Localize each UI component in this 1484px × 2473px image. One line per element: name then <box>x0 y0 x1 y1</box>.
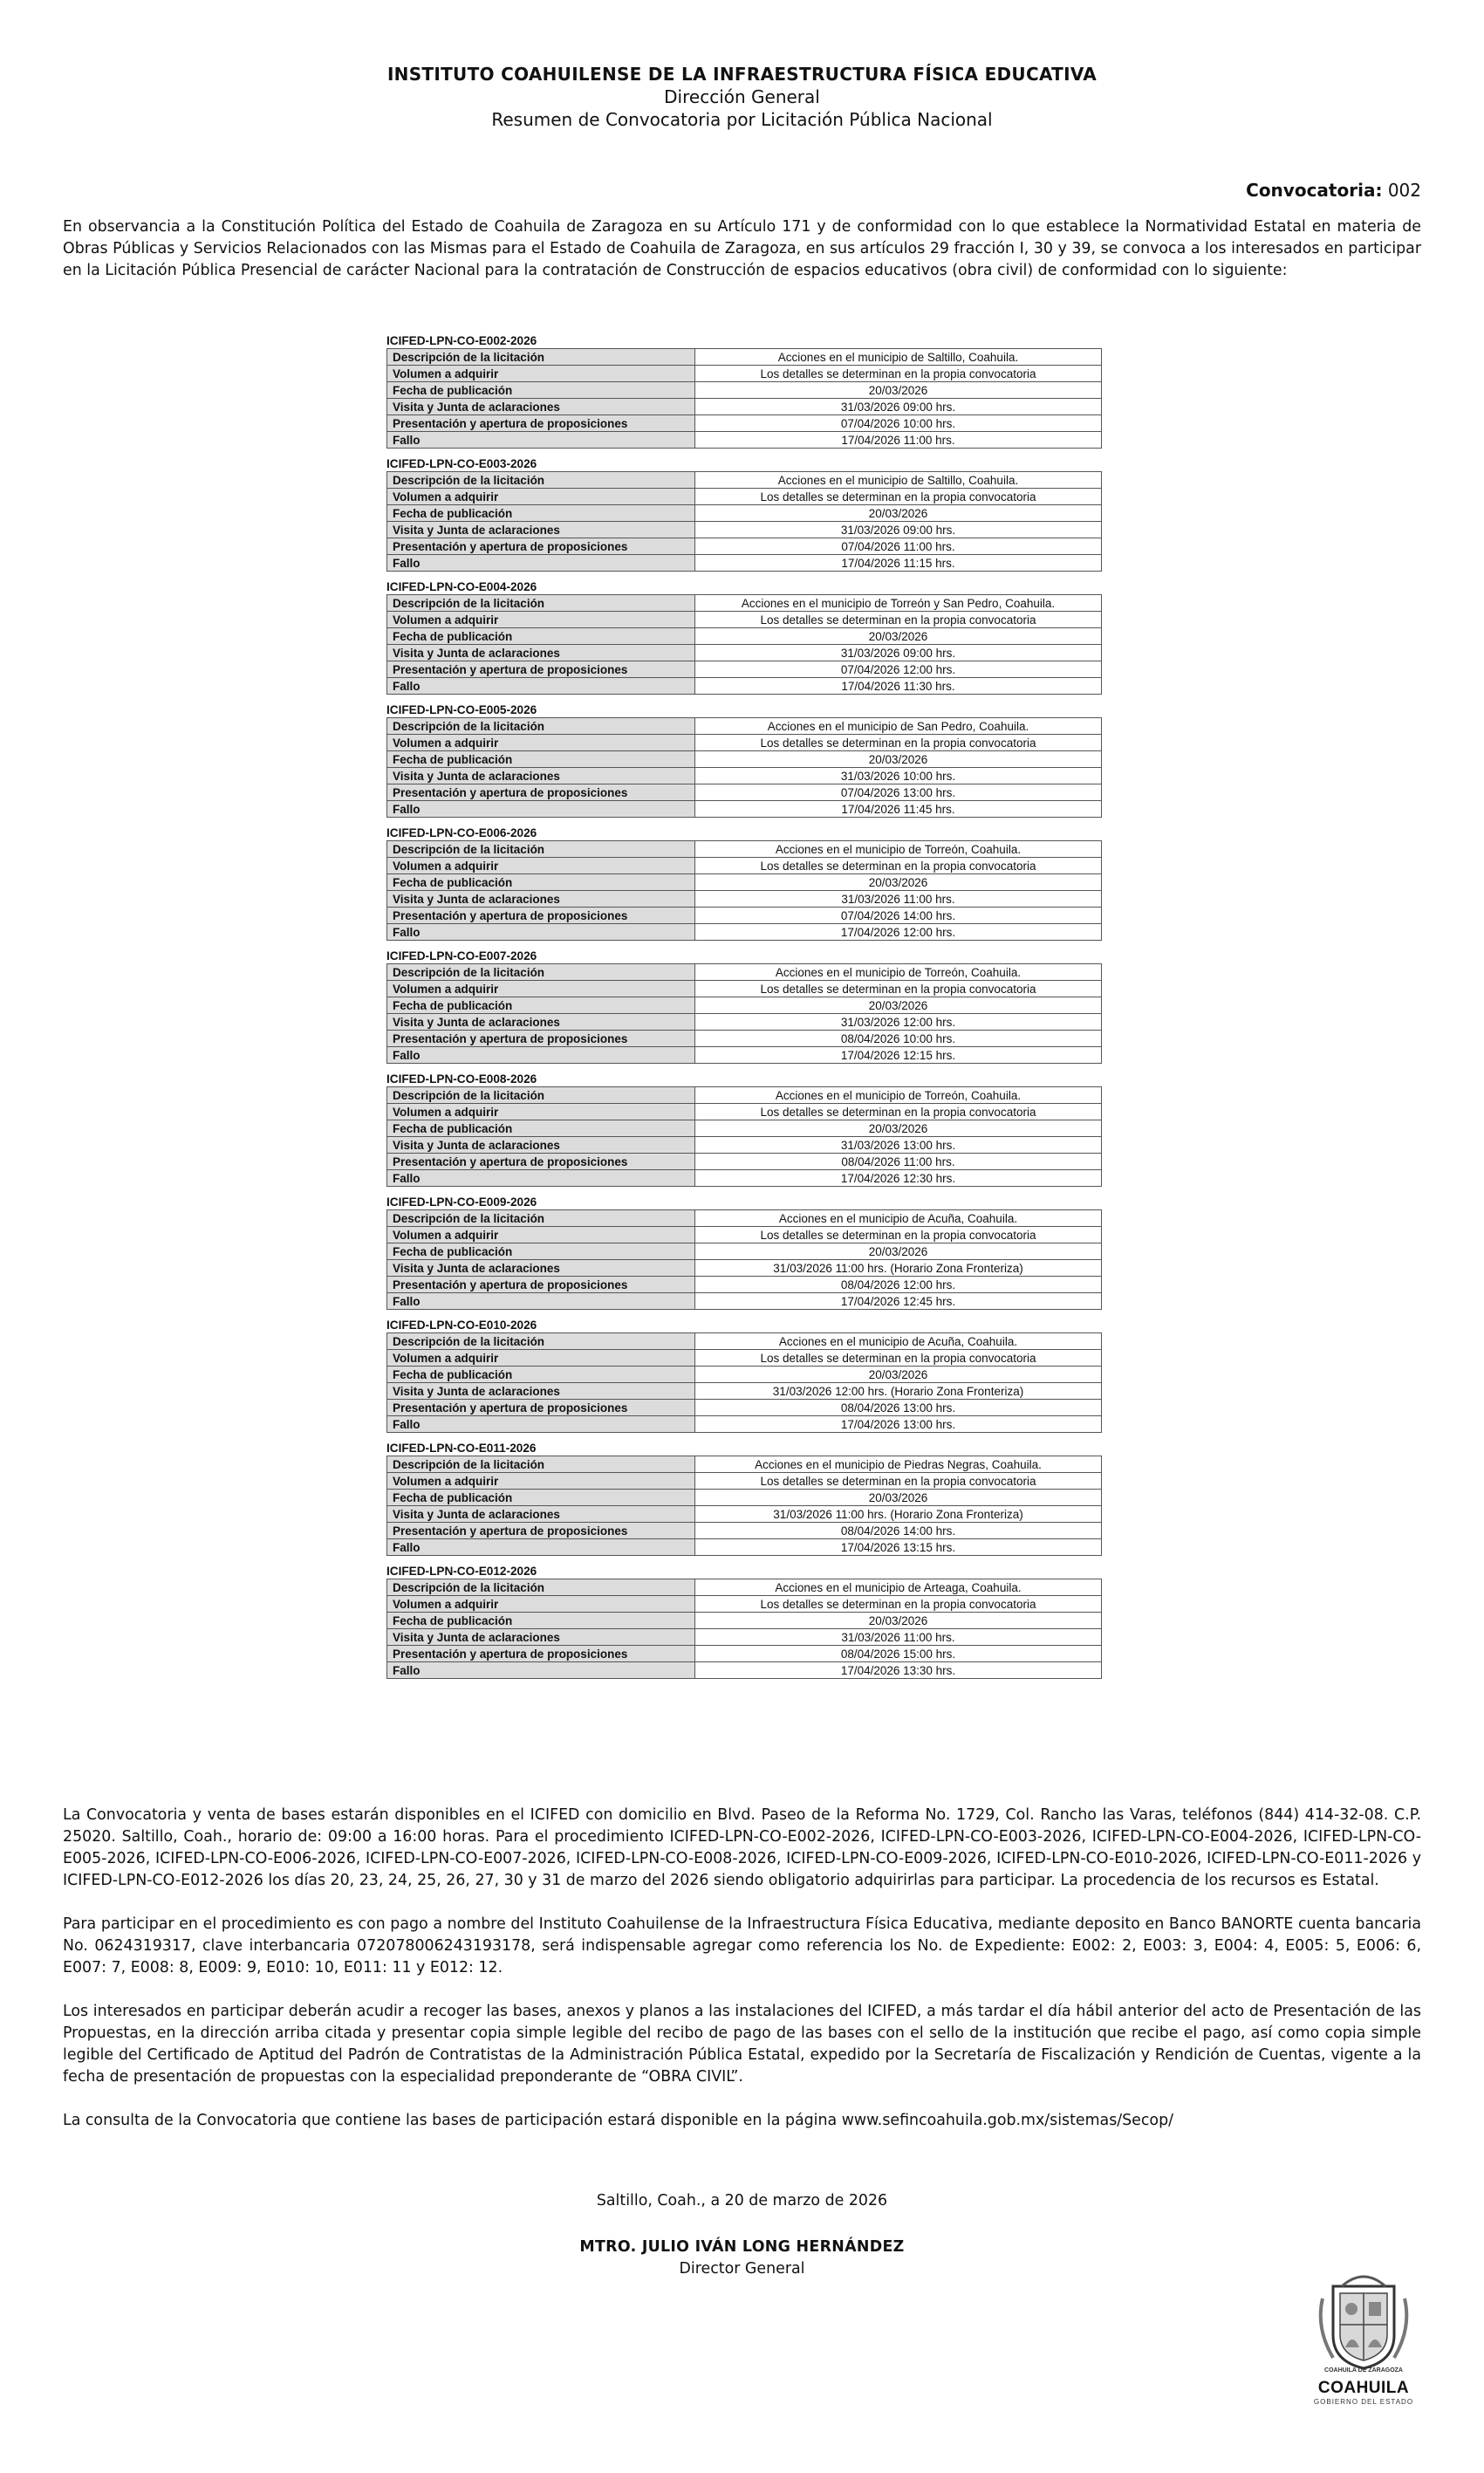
row-label: Fecha de publicación <box>387 1120 695 1137</box>
row-value: Los detalles se determinan en la propia convocatoria <box>695 981 1102 997</box>
row-label: Fecha de publicación <box>387 1613 695 1629</box>
row-value: 20/03/2026 <box>695 1490 1102 1506</box>
row-value: 31/03/2026 09:00 hrs. <box>695 522 1102 538</box>
licitacion-id: ICIFED-LPN-CO-E005-2026 <box>386 703 537 716</box>
licitacion-id: ICIFED-LPN-CO-E003-2026 <box>386 457 537 470</box>
row-value: 07/04/2026 13:00 hrs. <box>695 784 1102 801</box>
table-row <box>387 735 1102 751</box>
row-label: Descripción de la licitación <box>387 349 695 366</box>
table-row <box>387 538 1102 555</box>
licitacion-block <box>386 1565 1102 1679</box>
licitacion-table <box>386 1332 1102 1433</box>
table-row <box>387 489 1102 505</box>
row-label: Fecha de publicación <box>387 1490 695 1506</box>
row-value: 20/03/2026 <box>695 628 1102 645</box>
row-label: Visita y Junta de aclaraciones <box>387 645 695 661</box>
row-label: Fecha de publicación <box>387 1367 695 1383</box>
row-value: 08/04/2026 11:00 hrs. <box>695 1154 1102 1170</box>
logo-state-name: COAHUILA <box>1317 2379 1410 2397</box>
row-label: Fecha de publicación <box>387 874 695 891</box>
row-value: 20/03/2026 <box>695 1613 1102 1629</box>
table-row <box>387 415 1102 432</box>
row-value: 20/03/2026 <box>695 997 1102 1014</box>
row-value: 31/03/2026 11:00 hrs. (Horario Zona Fronteriza) <box>695 1260 1102 1277</box>
row-label: Descripción de la licitación <box>387 1579 695 1596</box>
row-value: 17/04/2026 12:30 hrs. <box>695 1170 1102 1187</box>
paragraph-payment: Para participar en el procedimiento es con pago a nombre del Instituto Coahuilense de la Infraestructura Física Educativa, mediante deposito en Banco BANORTE cuenta bancaria No. 0624319317, clave interbancaria 072078006243193178, será indispensable agregar como referencia los No. de Expediente: E002: 2, E003: 3, E004: 4, E005: 5, E006: 6, E007: 7, E008: 8, E009: 9, E010: 10, E011: 11 y E012: 12. <box>63 1915 1421 1976</box>
table-row <box>387 1210 1102 1227</box>
licitacion-id: ICIFED-LPN-CO-E002-2026 <box>386 334 537 347</box>
row-label: Visita y Junta de aclaraciones <box>387 399 695 415</box>
place-date: Saltillo, Coah., a 20 de marzo de 2026 <box>596 2192 888 2209</box>
table-row <box>387 595 1102 612</box>
table-row <box>387 1277 1102 1293</box>
row-label: Presentación y apertura de proposiciones <box>387 1154 695 1170</box>
table-row <box>387 1227 1102 1243</box>
row-value: 31/03/2026 10:00 hrs. <box>695 768 1102 784</box>
intro-paragraph: En observancia a la Constitución Política del Estado de Coahuila de Zaragoza en su Artículo 171 y de conformidad con lo que establece la Normatividad Estatal en materia de Obras Públicas y Servicios Relacionados con las Mismas para el Estado de Coahuila de Zaragoza, en sus artículos 29 fracción I, 30 y 39, se convoca a los interesados en participar en la Licitación Pública Presencial de carácter Nacional para la contratación de Construcción de espacios educativos (obra civil) de conformidad con lo siguiente: <box>63 218 1421 279</box>
table-row <box>387 751 1102 768</box>
row-value: 17/04/2026 11:00 hrs. <box>695 432 1102 449</box>
row-value: 07/04/2026 11:00 hrs. <box>695 538 1102 555</box>
table-row <box>387 555 1102 572</box>
row-label: Fallo <box>387 1047 695 1064</box>
row-label: Volumen a adquirir <box>387 1227 695 1243</box>
row-label: Visita y Junta de aclaraciones <box>387 891 695 908</box>
licitacion-table <box>386 594 1102 695</box>
table-row <box>387 908 1102 924</box>
row-label: Fallo <box>387 678 695 695</box>
table-row <box>387 718 1102 735</box>
row-value: 31/03/2026 11:00 hrs. <box>695 1629 1102 1646</box>
table-row <box>387 612 1102 628</box>
table-row <box>387 1014 1102 1031</box>
licitacion-block <box>386 334 1102 449</box>
institution-name: INSTITUTO COAHUILENSE DE LA INFRAESTRUCTURA FÍSICA EDUCATIVA <box>386 64 1098 85</box>
table-row <box>387 997 1102 1014</box>
row-label: Fallo <box>387 432 695 449</box>
table-row <box>387 1473 1102 1490</box>
row-value: 17/04/2026 12:15 hrs. <box>695 1047 1102 1064</box>
licitacion-table <box>386 840 1102 941</box>
licitacion-table <box>386 1579 1102 1679</box>
licitacion-id: ICIFED-LPN-CO-E011-2026 <box>386 1442 537 1455</box>
table-row <box>387 1579 1102 1596</box>
row-value: 20/03/2026 <box>695 1243 1102 1260</box>
licitacion-block <box>386 1442 1102 1556</box>
table-row <box>387 1629 1102 1646</box>
row-value: 31/03/2026 09:00 hrs. <box>695 645 1102 661</box>
row-label: Fallo <box>387 1662 695 1679</box>
coat-of-arms-icon <box>1307 2267 1420 2374</box>
row-label: Presentación y apertura de proposiciones <box>387 538 695 555</box>
row-label: Volumen a adquirir <box>387 1596 695 1613</box>
row-label: Volumen a adquirir <box>387 981 695 997</box>
row-value: 20/03/2026 <box>695 505 1102 522</box>
table-row <box>387 661 1102 678</box>
row-value: Los detalles se determinan en la propia convocatoria <box>695 1473 1102 1490</box>
licitacion-block <box>386 949 1102 1064</box>
row-label: Descripción de la licitación <box>387 595 695 612</box>
table-row <box>387 1333 1102 1350</box>
coahuila-logo <box>1298 2267 1429 2406</box>
table-row <box>387 366 1102 382</box>
row-label: Fecha de publicación <box>387 628 695 645</box>
licitacion-table <box>386 717 1102 818</box>
row-value: 20/03/2026 <box>695 1120 1102 1137</box>
table-row <box>387 1383 1102 1400</box>
document-header <box>0 63 1484 131</box>
row-value: 31/03/2026 13:00 hrs. <box>695 1137 1102 1154</box>
row-label: Volumen a adquirir <box>387 1104 695 1120</box>
row-label: Volumen a adquirir <box>387 1350 695 1367</box>
licitacion-id: ICIFED-LPN-CO-E006-2026 <box>386 826 537 839</box>
table-row <box>387 678 1102 695</box>
row-label: Descripción de la licitación <box>387 472 695 489</box>
row-value: 20/03/2026 <box>695 751 1102 768</box>
row-value: 31/03/2026 12:00 hrs. <box>695 1014 1102 1031</box>
table-row <box>387 891 1102 908</box>
row-label: Visita y Junta de aclaraciones <box>387 1506 695 1523</box>
row-label: Descripción de la licitación <box>387 1087 695 1104</box>
table-row <box>387 1456 1102 1473</box>
row-value: Los detalles se determinan en la propia convocatoria <box>695 1227 1102 1243</box>
licitacion-table <box>386 471 1102 572</box>
table-row <box>387 1293 1102 1310</box>
row-value: Acciones en el municipio de Arteaga, Coahuila. <box>695 1579 1102 1596</box>
row-value: Los detalles se determinan en la propia convocatoria <box>695 612 1102 628</box>
row-value: 07/04/2026 12:00 hrs. <box>695 661 1102 678</box>
row-value: 17/04/2026 13:00 hrs. <box>695 1416 1102 1433</box>
row-value: Acciones en el municipio de Acuña, Coahuila. <box>695 1333 1102 1350</box>
row-label: Presentación y apertura de proposiciones <box>387 1646 695 1662</box>
row-label: Fecha de publicación <box>387 505 695 522</box>
row-label: Descripción de la licitación <box>387 964 695 981</box>
table-row <box>387 1662 1102 1679</box>
row-value: 17/04/2026 11:30 hrs. <box>695 678 1102 695</box>
row-label: Volumen a adquirir <box>387 366 695 382</box>
licitacion-block <box>386 1195 1102 1310</box>
convocatoria-label: Convocatoria: <box>1246 180 1383 201</box>
table-row <box>387 505 1102 522</box>
row-label: Volumen a adquirir <box>387 1473 695 1490</box>
row-value: 20/03/2026 <box>695 874 1102 891</box>
row-label: Presentación y apertura de proposiciones <box>387 1523 695 1539</box>
row-label: Presentación y apertura de proposiciones <box>387 1277 695 1293</box>
licitacion-table <box>386 1209 1102 1310</box>
licitaciones-list <box>386 334 1102 1688</box>
row-label: Volumen a adquirir <box>387 489 695 505</box>
row-value: 17/04/2026 11:15 hrs. <box>695 555 1102 572</box>
table-row <box>387 874 1102 891</box>
row-label: Visita y Junta de aclaraciones <box>387 1629 695 1646</box>
row-value: Los detalles se determinan en la propia convocatoria <box>695 735 1102 751</box>
table-row <box>387 1120 1102 1137</box>
row-value: 17/04/2026 12:00 hrs. <box>695 924 1102 941</box>
licitacion-id: ICIFED-LPN-CO-E010-2026 <box>386 1319 537 1332</box>
licitacion-block <box>386 703 1102 818</box>
table-row <box>387 349 1102 366</box>
row-label: Descripción de la licitación <box>387 841 695 858</box>
row-value: Los detalles se determinan en la propia convocatoria <box>695 366 1102 382</box>
licitacion-table <box>386 1086 1102 1187</box>
row-value: Acciones en el municipio de Torreón y San Pedro, Coahuila. <box>695 595 1102 612</box>
licitacion-id: ICIFED-LPN-CO-E012-2026 <box>386 1565 537 1578</box>
signer-name: MTRO. JULIO IVÁN LONG HERNÁNDEZ <box>579 2238 905 2256</box>
table-row <box>387 1154 1102 1170</box>
table-row <box>387 645 1102 661</box>
row-value: 17/04/2026 11:45 hrs. <box>695 801 1102 818</box>
table-row <box>387 1400 1102 1416</box>
paragraph-requirements: Los interesados en participar deberán acudir a recoger las bases, anexos y planos a las instalaciones del ICIFED, a más tardar el día hábil anterior del acto de Presentación de las Propuestas, en la dirección arriba citada y presentar copia simple legible del recibo de pago de las bases con el sello de la institución que recibe el pago, así como copia simple legible del Certificado de Aptitud del Padrón de Contratistas de la Administración Pública Estatal, expedido por la Secretaría de Fiscalización y Rendición de Cuentas, vigente a la fecha de presentación de propuestas con la especialidad preponderante de “OBRA CIVIL”. <box>63 2003 1421 2086</box>
row-label: Visita y Junta de aclaraciones <box>387 768 695 784</box>
row-label: Presentación y apertura de proposiciones <box>387 1031 695 1047</box>
row-label: Fallo <box>387 1170 695 1187</box>
row-value: Acciones en el municipio de Torreón, Coahuila. <box>695 964 1102 981</box>
row-value: 17/04/2026 13:15 hrs. <box>695 1539 1102 1556</box>
row-label: Presentación y apertura de proposiciones <box>387 1400 695 1416</box>
row-value: Acciones en el municipio de San Pedro, Coahuila. <box>695 718 1102 735</box>
row-value: 08/04/2026 12:00 hrs. <box>695 1277 1102 1293</box>
table-row <box>387 964 1102 981</box>
row-label: Volumen a adquirir <box>387 612 695 628</box>
signature-block <box>0 2190 1484 2280</box>
document-subtitle: Resumen de Convocatoria por Licitación Pública Nacional <box>491 109 993 130</box>
table-row <box>387 924 1102 941</box>
licitacion-block <box>386 580 1102 695</box>
table-row <box>387 1416 1102 1433</box>
table-row <box>387 1031 1102 1047</box>
licitacion-id: ICIFED-LPN-CO-E008-2026 <box>386 1072 537 1086</box>
table-row <box>387 1490 1102 1506</box>
body-text <box>63 1805 1421 2154</box>
seal-text: COAHUILA DE ZARAGOZA <box>1324 2367 1403 2374</box>
table-row <box>387 522 1102 538</box>
paragraph-consultation: La consulta de la Convocatoria que contiene las bases de participación estará disponible en la página www.sefincoahuila.gob.mx/sistemas/Secop/ <box>63 2112 1173 2129</box>
table-row <box>387 1646 1102 1662</box>
table-row <box>387 1047 1102 1064</box>
table-row <box>387 399 1102 415</box>
licitacion-block <box>386 457 1102 572</box>
row-label: Presentación y apertura de proposiciones <box>387 784 695 801</box>
row-label: Fallo <box>387 801 695 818</box>
row-value: 17/04/2026 13:30 hrs. <box>695 1662 1102 1679</box>
row-value: Acciones en el municipio de Torreón, Coahuila. <box>695 1087 1102 1104</box>
licitacion-table <box>386 963 1102 1064</box>
table-row <box>387 841 1102 858</box>
table-row <box>387 432 1102 449</box>
row-label: Fallo <box>387 1416 695 1433</box>
row-label: Volumen a adquirir <box>387 858 695 874</box>
row-value: 31/03/2026 11:00 hrs. (Horario Zona Fronteriza) <box>695 1506 1102 1523</box>
signer-title: Director General <box>679 2260 805 2278</box>
table-row <box>387 784 1102 801</box>
row-value: Los detalles se determinan en la propia convocatoria <box>695 1104 1102 1120</box>
row-value: 07/04/2026 10:00 hrs. <box>695 415 1102 432</box>
table-row <box>387 1539 1102 1556</box>
table-row <box>387 382 1102 399</box>
row-label: Visita y Junta de aclaraciones <box>387 522 695 538</box>
licitacion-table <box>386 348 1102 449</box>
licitacion-block <box>386 1319 1102 1433</box>
row-value: 31/03/2026 09:00 hrs. <box>695 399 1102 415</box>
row-value: Acciones en el municipio de Torreón, Coahuila. <box>695 841 1102 858</box>
row-value: Los detalles se determinan en la propia convocatoria <box>695 1596 1102 1613</box>
row-label: Fallo <box>387 924 695 941</box>
table-row <box>387 981 1102 997</box>
row-value: 20/03/2026 <box>695 382 1102 399</box>
licitacion-id: ICIFED-LPN-CO-E009-2026 <box>386 1195 537 1209</box>
row-label: Presentación y apertura de proposiciones <box>387 415 695 432</box>
row-label: Fecha de publicación <box>387 382 695 399</box>
table-row <box>387 1523 1102 1539</box>
table-row <box>387 1613 1102 1629</box>
row-value: 08/04/2026 14:00 hrs. <box>695 1523 1102 1539</box>
row-value: 08/04/2026 15:00 hrs. <box>695 1646 1102 1662</box>
row-label: Fallo <box>387 555 695 572</box>
table-row <box>387 1137 1102 1154</box>
convocatoria-value: 002 <box>1387 180 1421 201</box>
row-label: Descripción de la licitación <box>387 1456 695 1473</box>
direction-name: Dirección General <box>664 86 820 107</box>
row-label: Fallo <box>387 1293 695 1310</box>
convocatoria-number <box>1246 180 1421 201</box>
row-value: 08/04/2026 10:00 hrs. <box>695 1031 1102 1047</box>
table-row <box>387 858 1102 874</box>
row-label: Fallo <box>387 1539 695 1556</box>
table-row <box>387 628 1102 645</box>
table-row <box>387 1087 1102 1104</box>
row-value: 08/04/2026 13:00 hrs. <box>695 1400 1102 1416</box>
table-row <box>387 1350 1102 1367</box>
row-value: Acciones en el municipio de Saltillo, Coahuila. <box>695 472 1102 489</box>
table-row <box>387 1596 1102 1613</box>
row-label: Visita y Junta de aclaraciones <box>387 1383 695 1400</box>
licitacion-block <box>386 826 1102 941</box>
row-label: Visita y Junta de aclaraciones <box>387 1260 695 1277</box>
row-label: Visita y Junta de aclaraciones <box>387 1014 695 1031</box>
row-label: Visita y Junta de aclaraciones <box>387 1137 695 1154</box>
row-value: Los detalles se determinan en la propia convocatoria <box>695 489 1102 505</box>
row-label: Descripción de la licitación <box>387 1210 695 1227</box>
table-row <box>387 1260 1102 1277</box>
row-label: Presentación y apertura de proposiciones <box>387 661 695 678</box>
licitacion-id: ICIFED-LPN-CO-E004-2026 <box>386 580 537 593</box>
row-value: 20/03/2026 <box>695 1367 1102 1383</box>
row-value: Acciones en el municipio de Saltillo, Coahuila. <box>695 349 1102 366</box>
table-row <box>387 1506 1102 1523</box>
row-label: Descripción de la licitación <box>387 1333 695 1350</box>
row-label: Presentación y apertura de proposiciones <box>387 908 695 924</box>
table-row <box>387 1104 1102 1120</box>
row-value: 31/03/2026 11:00 hrs. <box>695 891 1102 908</box>
row-label: Fecha de publicación <box>387 1243 695 1260</box>
row-label: Fecha de publicación <box>387 997 695 1014</box>
licitacion-id: ICIFED-LPN-CO-E007-2026 <box>386 949 537 962</box>
table-row <box>387 1243 1102 1260</box>
row-label: Volumen a adquirir <box>387 735 695 751</box>
licitacion-block <box>386 1072 1102 1187</box>
row-value: 07/04/2026 14:00 hrs. <box>695 908 1102 924</box>
row-value: Los detalles se determinan en la propia convocatoria <box>695 1350 1102 1367</box>
row-value: Acciones en el municipio de Piedras Negras, Coahuila. <box>695 1456 1102 1473</box>
logo-government-label: GOBIERNO DEL ESTADO <box>1313 2398 1414 2406</box>
row-value: 31/03/2026 12:00 hrs. (Horario Zona Fronteriza) <box>695 1383 1102 1400</box>
table-row <box>387 1367 1102 1383</box>
row-value: Acciones en el municipio de Acuña, Coahuila. <box>695 1210 1102 1227</box>
table-row <box>387 1170 1102 1187</box>
table-row <box>387 768 1102 784</box>
row-label: Fecha de publicación <box>387 751 695 768</box>
licitacion-table <box>386 1456 1102 1556</box>
row-label: Descripción de la licitación <box>387 718 695 735</box>
paragraph-sales: La Convocatoria y venta de bases estarán disponibles en el ICIFED con domicilio en Blvd. Paseo de la Reforma No. 1729, Col. Rancho las Varas, teléfonos (844) 414-32-08. C.P. 25020. Saltillo, Coah., horario de: 09:00 a 16:00 horas. Para el procedimiento ICIFED-LPN-CO-E002-2026, ICIFED-LPN-CO-E003-2026, ICIFED-LPN-CO-E004-2026, ICIFED-LPN-CO-E005-2026, ICIFED-LPN-CO-E006-2026, ICIFED-LPN-CO-E007-2026, ICIFED-LPN-CO-E008-2026, ICIFED-LPN-CO-E009-2026, ICIFED-LPN-CO-E010-2026, ICIFED-LPN-CO-E011-2026 y ICIFED-LPN-CO-E012-2026 los días 20, 23, 24, 25, 26, 27, 30 y 31 de marzo del 2026 siendo obligatorio adquirirlas para participar. La procedencia de los recursos es Estatal. <box>63 1806 1421 1889</box>
row-value: 17/04/2026 12:45 hrs. <box>695 1293 1102 1310</box>
table-row <box>387 801 1102 818</box>
row-value: Los detalles se determinan en la propia convocatoria <box>695 858 1102 874</box>
table-row <box>387 472 1102 489</box>
